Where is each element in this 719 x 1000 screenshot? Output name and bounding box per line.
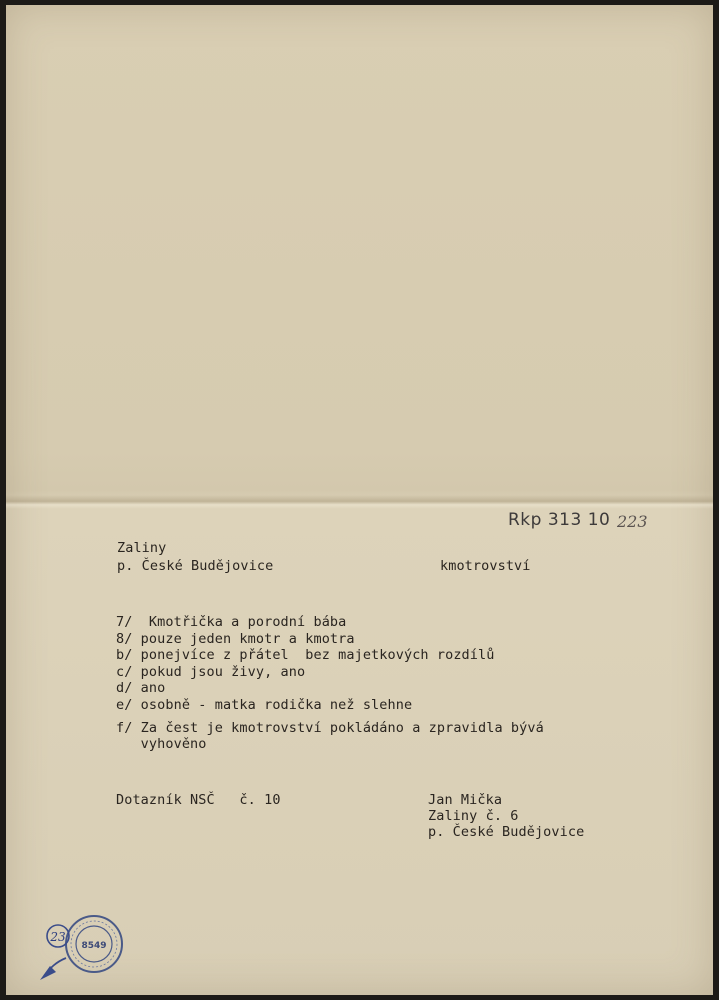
place-name: Zaliny bbox=[117, 540, 167, 556]
post-office: p. České Budějovice bbox=[117, 558, 274, 574]
answer-line-f: f/ Za čest je kmotrovství pokládáno a zpravidla bývá bbox=[116, 720, 544, 736]
author-post-office: p. České Budějovice bbox=[428, 824, 585, 840]
seal-handwritten-number: 23 bbox=[50, 930, 66, 944]
answer-line-b: b/ ponejvíce z přátel bez majetkových rozdílů bbox=[116, 647, 495, 663]
answer-line-e: e/ osobně - matka rodička než slehne bbox=[116, 697, 413, 713]
answer-line-8: 8/ pouze jeden kmotr a kmotra bbox=[116, 631, 355, 647]
questionnaire-number: Dotazník NSČ č. 10 bbox=[116, 792, 281, 808]
answer-line-f-continued: vyhověno bbox=[116, 736, 207, 752]
seal-number: 8549 bbox=[81, 941, 107, 951]
paper-fold bbox=[6, 495, 713, 509]
author-address: Zaliny č. 6 bbox=[428, 808, 519, 824]
document-sheet bbox=[6, 5, 713, 995]
answer-line-c: c/ pokud jsou živy, ano bbox=[116, 664, 306, 680]
answer-line-d: d/ ano bbox=[116, 680, 166, 696]
archive-reference-stamp: Rkp 313 10 bbox=[508, 510, 611, 530]
archive-seal-stamp bbox=[36, 914, 132, 986]
topic-heading: kmotrovství bbox=[440, 558, 531, 574]
answer-line-7: 7/ Kmotřička a porodní bába bbox=[116, 614, 347, 630]
handwritten-folio-number: 223 bbox=[617, 512, 648, 531]
author-name: Jan Mička bbox=[428, 792, 503, 808]
